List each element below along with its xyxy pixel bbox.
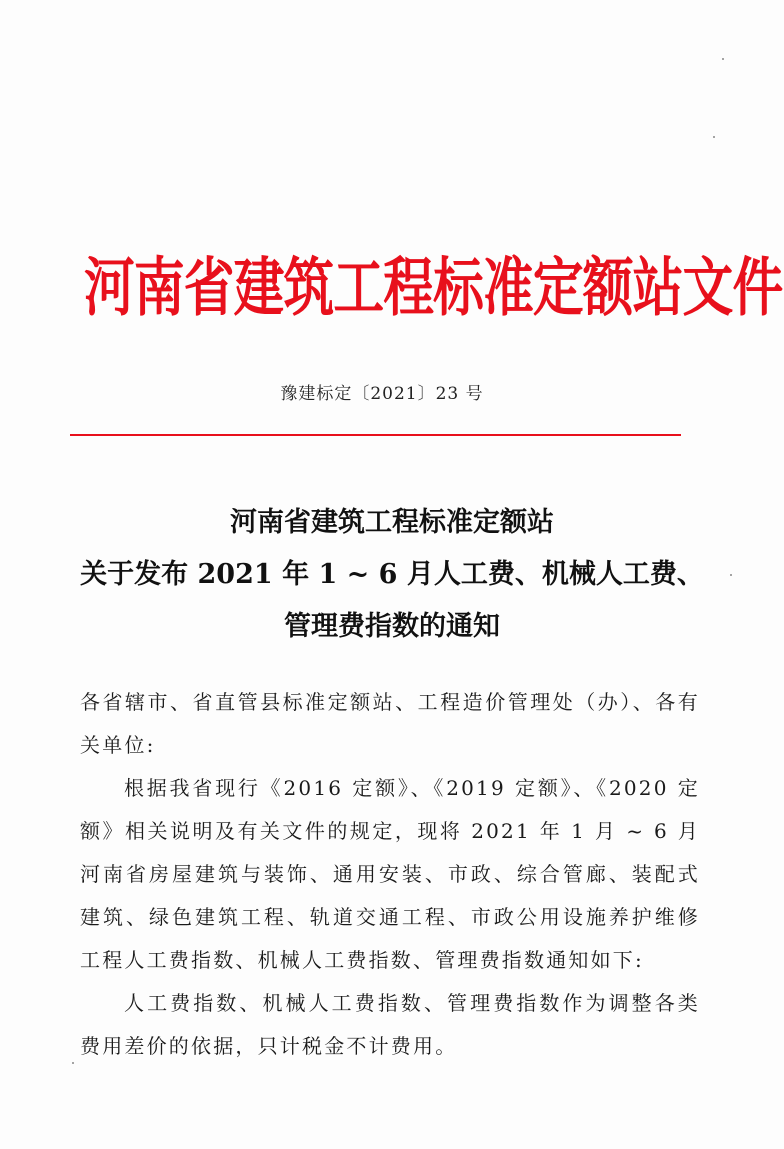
body-paragraph-2: 人工费指数、机械人工费指数、管理费指数作为调整各类费用差价的依据，只计税金不计费用。: [80, 991, 700, 1058]
scan-speck: [722, 58, 724, 60]
notice-body: [80, 681, 700, 1068]
issuing-office-header: 河南省建筑工程标准定额站文件: [84, 250, 783, 325]
notice-title: [60, 497, 724, 653]
red-divider-line: [70, 434, 681, 436]
document-number: 豫建标定〔2021〕23 号: [280, 384, 484, 404]
body-paragraph-1: 根据我省现行《2016 定额》、《2019 定额》、《2020 定额》相关说明及有关文件的规定，现将 2021 年 1 月 ~ 6 月河南省房屋建筑与装饰、通用安装、市政、综合管廊、装配式建筑、绿色建筑工程、轨道交通工程、市政公用设施养护维修工程人工费指数、机械人工费指数、管理费指数通知如下:: [80, 776, 700, 972]
addressee-line: 各省辖市、省直管县标准定额站、工程造价管理处（办）、各有关单位:: [80, 690, 700, 757]
notice-title-line-3: 管理费指数的通知: [284, 611, 500, 642]
scan-speck: [730, 574, 732, 576]
notice-title-line-1: 河南省建筑工程标准定额站: [230, 507, 554, 538]
notice-title-line-2: 关于发布 2021 年 1 ~ 6 月人工费、机械人工费、: [80, 559, 704, 590]
scan-speck: [72, 1062, 74, 1064]
scan-speck: [713, 136, 715, 138]
